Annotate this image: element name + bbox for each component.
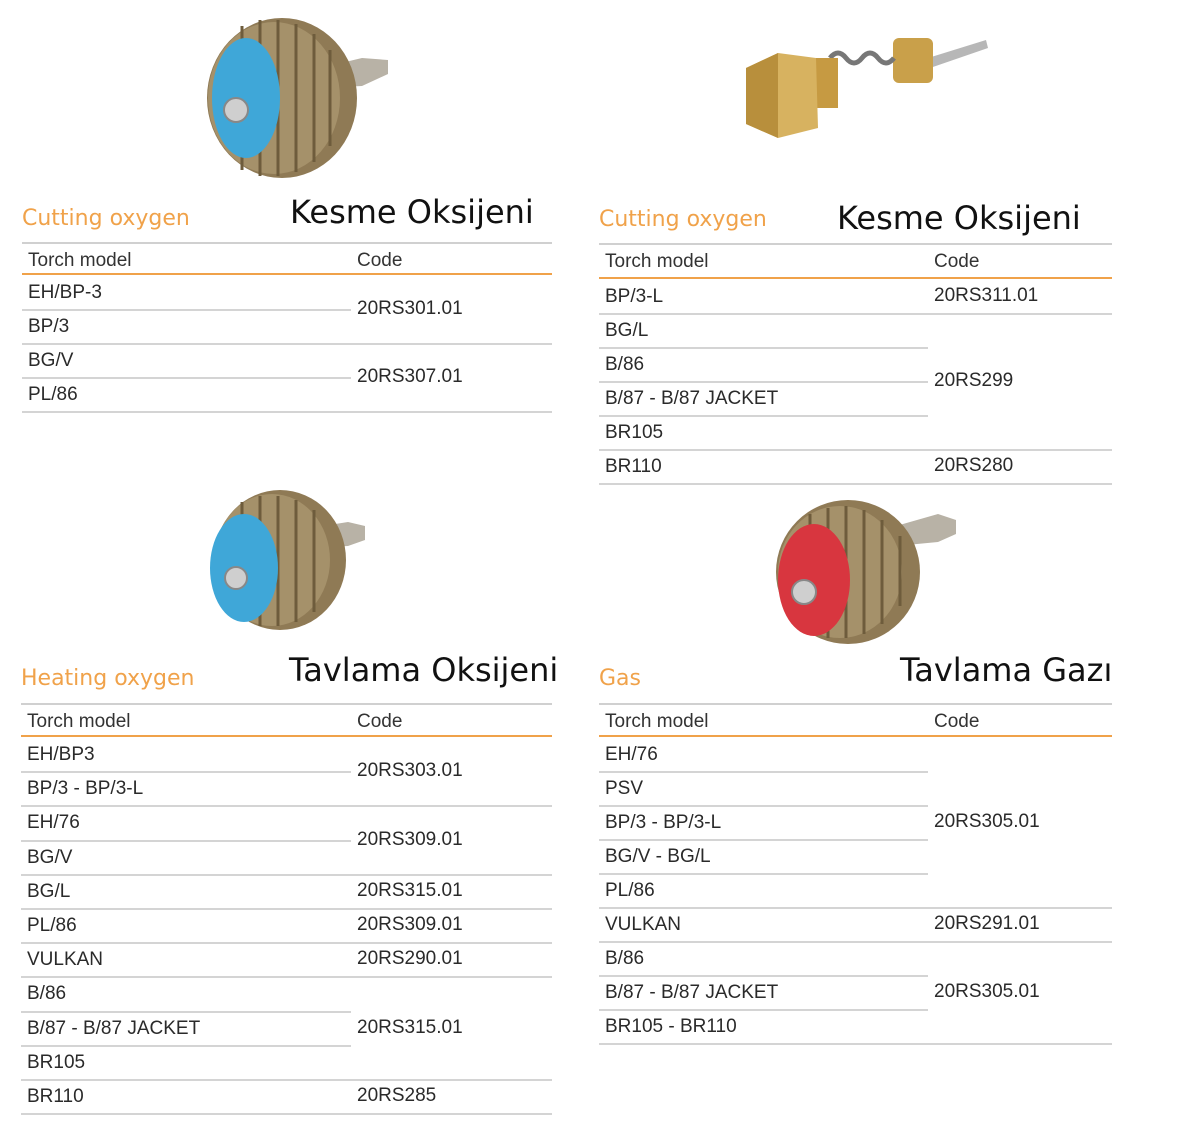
row-divider (599, 805, 928, 807)
table-top-rule (599, 703, 1112, 705)
row-divider (599, 347, 928, 349)
code-value: 20RS305.01 (934, 981, 1040, 1002)
product-image-valve-blue-2 (200, 488, 370, 638)
table-row: BR110 (27, 1086, 84, 1107)
row-divider (21, 976, 552, 978)
row-divider (599, 907, 1112, 909)
table-row: B/86 (605, 948, 645, 969)
row-divider (599, 415, 928, 417)
header-code: Code (934, 711, 980, 732)
section-label-cutting-oxygen-2: Cutting oxygen (599, 207, 767, 232)
table-row: BP/3 - BP/3-L (605, 812, 722, 833)
product-image-valve-red (768, 496, 958, 648)
product-image-valve-blue-1 (200, 10, 395, 180)
code-value: 20RS301.01 (357, 298, 463, 319)
table-row: B/86 (27, 983, 67, 1005)
row-divider (21, 942, 552, 944)
table-row: BG/V - BG/L (605, 846, 711, 867)
table-row: BR110 (605, 456, 662, 477)
row-divider (599, 449, 1112, 451)
row-divider (22, 377, 351, 379)
table-top-rule (599, 243, 1112, 245)
header-torch-model: Torch model (27, 711, 131, 732)
code-value: 20RS290.01 (357, 948, 463, 970)
product-image-valve-assembly (738, 28, 988, 140)
translation-title-tavlama-oksijeni: Tavlama Oksijeni (289, 651, 559, 689)
row-divider (599, 771, 928, 773)
code-value: 20RS309.01 (357, 914, 463, 936)
table-row: B/87 - B/87 JACKET (605, 388, 779, 409)
header-code: Code (357, 250, 403, 271)
row-divider (21, 908, 552, 910)
translation-title-tavlama-gazi: Tavlama Gazı (900, 651, 1113, 689)
code-value: 20RS307.01 (357, 366, 463, 387)
table-row: BG/L (605, 320, 649, 341)
table-header-rule (22, 273, 552, 275)
row-divider (599, 1009, 928, 1011)
row-divider (22, 309, 351, 311)
code-value: 20RS303.01 (357, 760, 463, 782)
code-value: 20RS315.01 (357, 1016, 463, 1038)
table-row: EH/76 (27, 812, 80, 834)
table-top-rule (21, 703, 552, 705)
table-row: PL/86 (28, 384, 78, 405)
table-row: PSV (605, 778, 644, 799)
code-value: 20RS315.01 (357, 879, 463, 901)
row-divider (599, 313, 1112, 315)
translation-title-kesme-oksijeni-1: Kesme Oksijeni (290, 193, 534, 231)
code-value: 20RS305.01 (934, 811, 1040, 832)
table-row: EH/BP-3 (28, 282, 102, 303)
row-divider (21, 840, 351, 842)
row-divider (599, 483, 1112, 485)
code-value: 20RS291.01 (934, 913, 1040, 934)
table-row: PL/86 (605, 880, 655, 901)
translation-title-kesme-oksijeni-2: Kesme Oksijeni (837, 199, 1081, 237)
table-row: BG/V (28, 350, 74, 371)
table-row: BR105 - BR110 (605, 1016, 737, 1037)
table-row: PL/86 (27, 915, 77, 936)
table-row: VULKAN (27, 949, 104, 971)
table-row: VULKAN (605, 914, 682, 935)
row-divider (599, 839, 928, 841)
table-header-rule (599, 277, 1112, 279)
code-value: 20RS309.01 (357, 828, 463, 850)
table-row: BG/V (27, 846, 73, 868)
row-divider (599, 1043, 1112, 1045)
row-divider (21, 1011, 351, 1013)
header-code: Code (934, 251, 980, 272)
table-row: B/86 (605, 354, 645, 375)
table-top-rule (22, 242, 552, 244)
code-value: 20RS311.01 (934, 285, 1039, 306)
row-divider (22, 411, 552, 413)
row-divider (21, 874, 552, 876)
row-divider (21, 805, 552, 807)
table-row: BR105 (605, 422, 664, 443)
section-label-gas: Gas (599, 666, 641, 691)
row-divider (599, 941, 1112, 943)
table-row: BP/3-L (605, 286, 664, 307)
table-row: EH/BP3 (27, 744, 95, 765)
header-torch-model: Torch model (605, 251, 709, 272)
code-value: 20RS299 (934, 370, 1014, 391)
table-row: BR105 (27, 1051, 86, 1073)
row-divider (21, 1113, 552, 1115)
header-torch-model: Torch model (605, 711, 709, 732)
section-label-heating-oxygen: Heating oxygen (21, 666, 195, 691)
row-divider (22, 343, 552, 345)
code-value: 20RS280 (934, 455, 1014, 476)
table-row: BP/3 - BP/3-L (27, 778, 144, 800)
header-torch-model: Torch model (28, 250, 132, 271)
row-divider (21, 1045, 351, 1047)
table-row: BP/3 (28, 316, 70, 337)
section-label-cutting-oxygen-1: Cutting oxygen (22, 206, 190, 231)
code-value: 20RS285 (357, 1085, 437, 1107)
row-divider (599, 873, 928, 875)
table-row: EH/76 (605, 744, 658, 765)
header-code: Code (357, 711, 403, 732)
table-row: B/87 - B/87 JACKET (27, 1017, 201, 1039)
row-divider (599, 975, 928, 977)
row-divider (21, 771, 351, 773)
row-divider (599, 381, 928, 383)
row-divider (21, 1079, 552, 1081)
table-row: BG/L (27, 880, 71, 902)
table-header-rule (21, 735, 552, 737)
table-header-rule (599, 735, 1112, 737)
table-row: B/87 - B/87 JACKET (605, 982, 779, 1003)
